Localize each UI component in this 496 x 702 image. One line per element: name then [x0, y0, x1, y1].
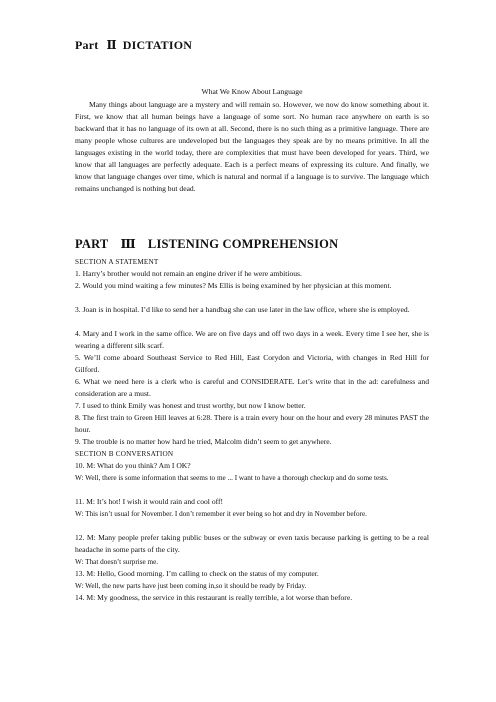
dictation-title: What We Know About Language — [201, 87, 303, 96]
part-roman-numeral: Ⅱ — [106, 38, 117, 52]
conversation-question: 12. M: Many people prefer taking public buses or the subway or even taxis because parking is getting to be a real headache in some parts of the city. — [75, 533, 429, 554]
conversation-question: 11. M: It’s hot! I wish it would rain and cool off! — [75, 497, 224, 506]
part-label: PART — [75, 237, 109, 251]
statement-item: 4. Mary and I work in the same office. We are on five days and off two days in a week. Every time I see her, she is wearing a different silk scarf. — [75, 329, 429, 350]
statement-item: 9. The trouble is no matter how hard he tried, Malcolm didn’t seem to get anywhere. — [75, 437, 332, 446]
dictation-paragraph: Many things about language are a mystery and will remain so. However, we now do know something about it. First, we know that all human beings have a language of some sort. No human race anywhere on earth is so backward that it has no language of its own at all. Second, there is no such thing as a primitive language. There are many people whose cultures are undeveloped but the languages they speak are by no means primitive. In all the languages existing in the world today, there are complexities that must have been developed for years. Third, we know that all languages are perfectly adequate. Each is a perfect means of expressing its culture. And finally, we know that language changes over time, which is natural and normal if a language is to survive. The language which remains unchanged is nothing but dead. — [75, 100, 429, 193]
part-label: Part — [75, 38, 99, 52]
statement-item: 6. What we need here is a clerk who is careful and CONSIDERATE. Let’s write that in the ad: carefulness and consideration are a must. — [75, 377, 429, 398]
conversation-answer: W: Well, there is some information that seems to me ... I want to have a thorough checkup and do some tests. — [75, 474, 389, 482]
part-title: LISTENING COMPREHENSION — [147, 237, 339, 251]
statement-item: 5. We’ll come aboard Southeast Service to Red Hill, East Corydon and Victoria, with changes in Red Hill for Gilford. — [75, 353, 429, 374]
conversation-question: 10. M: What do you think? Am I OK? — [75, 461, 191, 470]
part-roman-numeral: Ⅲ — [120, 237, 136, 251]
conversation-question: 14. M: My goodness, the service in this restaurant is really terrible, a lot worse than before. — [75, 593, 353, 602]
part-title: DICTATION — [122, 38, 193, 52]
section-a-heading: SECTION A STATEMENT — [75, 258, 159, 266]
statement-item: 8. The first train to Green Hill leaves at 6:28. There is a train every hour on the hour and every 28 minutes PAST the hour. — [75, 413, 429, 434]
statement-item: 1. Harry’s brother would not remain an engine driver if he were ambitious. — [75, 269, 302, 278]
conversation-question: 13. M: Hello, Good morning. I’m calling to check on the status of my computer. — [75, 569, 319, 578]
conversation-answer: W: That doesn’t surprise me. — [75, 558, 159, 566]
conversation-answer: W: Well, the new parts have just been coming in,so it should be ready by Friday. — [75, 582, 307, 590]
part-ii-heading — [75, 38, 192, 53]
statement-item: 3. Joan is in hospital. I’d like to send her a handbag she can use later in the law office, where she is employed. — [75, 305, 410, 314]
section-b-heading: SECTION B CONVERSATION — [75, 450, 174, 458]
statement-item: 7. I used to think Emily was honest and trust worthy, but now I know better. — [75, 401, 306, 410]
statement-item: 2. Would you mind waiting a few minutes? Ms Ellis is being examined by her physician at this moment. — [75, 281, 392, 290]
part-iii-heading — [75, 236, 338, 252]
conversation-answer: W: This isn’t usual for November. I don’t remember it ever being so hot and dry in November before. — [75, 510, 367, 518]
